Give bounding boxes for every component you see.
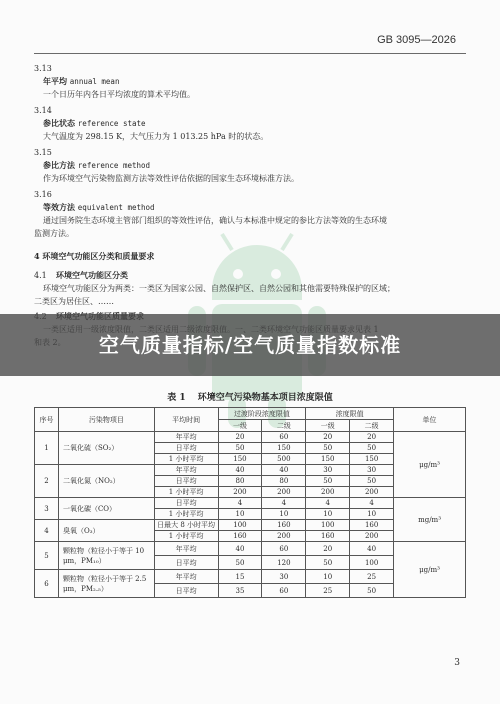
cell-pollutant: 臭氧（O₃） bbox=[58, 520, 154, 542]
cell-no: 5 bbox=[35, 542, 59, 570]
cell-limit-value: 150 bbox=[306, 454, 350, 465]
cell-limit-value: 4 bbox=[218, 498, 262, 509]
term-description: 一个日历年内各日平均浓度的算术平均值。 bbox=[43, 90, 195, 99]
cell-limit-value: 30 bbox=[262, 570, 306, 584]
cell-limit-value: 50 bbox=[350, 476, 394, 487]
section-number: 4.1 bbox=[34, 271, 47, 280]
term-number: 3.15 bbox=[34, 148, 52, 157]
cell-pollutant: 二氧化氮（NO₂） bbox=[58, 465, 154, 498]
cell-avg-time: 日平均 bbox=[154, 476, 218, 487]
cell-avg-time: 年平均 bbox=[154, 542, 218, 556]
cell-limit-value: 20 bbox=[306, 432, 350, 443]
term-title-en: annual mean bbox=[69, 77, 120, 86]
document-body bbox=[34, 62, 466, 349]
cell-limit-value: 35 bbox=[218, 584, 262, 598]
term-number: 3.16 bbox=[34, 190, 52, 199]
definition-3-15 bbox=[34, 146, 466, 185]
cell-limit-value: 200 bbox=[262, 531, 306, 542]
cell-avg-time: 1 小时平均 bbox=[154, 487, 218, 498]
table-caption bbox=[0, 390, 500, 403]
header-pollutant: 污染物项目 bbox=[58, 408, 154, 432]
section-4-1-text-cont: 二类区为居住区、…… bbox=[34, 297, 114, 306]
pollutant-limits-table bbox=[34, 407, 466, 598]
cell-limit-value: 160 bbox=[218, 531, 262, 542]
cell-limit-value: 120 bbox=[262, 556, 306, 570]
banner-title: 空气质量指标/空气质量指数标准 bbox=[98, 333, 402, 357]
definition-list bbox=[34, 62, 466, 240]
definition-3-13 bbox=[34, 62, 466, 101]
cell-no: 1 bbox=[35, 432, 59, 465]
cell-limit-value: 25 bbox=[306, 584, 350, 598]
cell-limit-value: 100 bbox=[218, 520, 262, 531]
cell-limit-value: 50 bbox=[306, 443, 350, 454]
term-description: 大气温度为 298.15 K，大气压力为 1 013.25 hPa 时的状态。 bbox=[43, 132, 269, 141]
cell-limit-value: 80 bbox=[262, 476, 306, 487]
cell-limit-value: 4 bbox=[262, 498, 306, 509]
cell-limit-value: 50 bbox=[350, 443, 394, 454]
cell-limit-value: 100 bbox=[306, 520, 350, 531]
cell-pollutant: 颗粒物（粒径小于等于 10 μm，PM₁₀） bbox=[58, 542, 154, 570]
cell-limit-value: 10 bbox=[350, 509, 394, 520]
cell-no: 6 bbox=[35, 570, 59, 598]
cell-limit-value: 160 bbox=[306, 531, 350, 542]
cell-avg-time: 1 小时平均 bbox=[154, 531, 218, 542]
cell-limit-value: 200 bbox=[218, 487, 262, 498]
cell-limit-value: 160 bbox=[262, 520, 306, 531]
section-title: 环境空气功能区分类 bbox=[56, 270, 128, 280]
table-caption-title: 环境空气污染物基本项目浓度限值 bbox=[197, 393, 333, 403]
standard-code: GB 3095—2026 bbox=[377, 34, 456, 46]
cell-limit-value: 4 bbox=[350, 498, 394, 509]
header-unit: 单位 bbox=[394, 408, 466, 432]
cell-limit-value: 40 bbox=[262, 465, 306, 476]
section-4-1-heading bbox=[34, 269, 466, 282]
term-title bbox=[43, 201, 466, 214]
cell-limit-value: 10 bbox=[306, 570, 350, 584]
table-caption-number: 表 1 bbox=[167, 393, 186, 403]
cell-limit-value: 30 bbox=[350, 465, 394, 476]
term-title-en: equivalent method bbox=[77, 203, 155, 212]
cell-no: 4 bbox=[35, 520, 59, 542]
term-title-cn: 等效方法 bbox=[43, 202, 75, 212]
cell-limit-value: 60 bbox=[262, 542, 306, 556]
term-title-cn: 年平均 bbox=[43, 76, 67, 86]
table-row bbox=[35, 542, 466, 556]
cell-limit-value: 500 bbox=[262, 454, 306, 465]
cell-limit-value: 15 bbox=[218, 570, 262, 584]
term-description-cont: 监测方法。 bbox=[34, 229, 74, 238]
cell-limit-value: 25 bbox=[350, 570, 394, 584]
cell-limit-value: 50 bbox=[350, 584, 394, 598]
term-title-en: reference state bbox=[77, 119, 146, 128]
cell-avg-time: 日平均 bbox=[154, 443, 218, 454]
cell-limit-value: 50 bbox=[218, 443, 262, 454]
cell-avg-time: 日最大 8 小时平均 bbox=[154, 520, 218, 531]
cell-limit-value: 30 bbox=[306, 465, 350, 476]
cell-unit: mg/m³ bbox=[394, 498, 466, 542]
cell-limit-value: 10 bbox=[218, 509, 262, 520]
title-banner bbox=[0, 314, 500, 376]
cell-unit: μg/m³ bbox=[394, 432, 466, 498]
term-description: 通过国务院生态环境主管部门组织的等效性评估，确认与本标准中规定的参比方法等效的生态环境 bbox=[43, 216, 387, 225]
header-transition: 过渡阶段浓度限值 bbox=[218, 408, 306, 420]
cell-limit-value: 80 bbox=[218, 476, 262, 487]
cell-avg-time: 1 小时平均 bbox=[154, 509, 218, 520]
cell-limit-value: 20 bbox=[350, 432, 394, 443]
cell-avg-time: 日平均 bbox=[154, 584, 218, 598]
cell-pollutant: 颗粒物（粒径小于等于 2.5 μm，PM₂.₅） bbox=[58, 570, 154, 598]
cell-avg-time: 年平均 bbox=[154, 465, 218, 476]
header-level-2: 二级 bbox=[262, 420, 306, 432]
cell-unit: μg/m³ bbox=[394, 542, 466, 598]
cell-pollutant: 二氧化硫（SO₂） bbox=[58, 432, 154, 465]
cell-limit-value: 150 bbox=[218, 454, 262, 465]
cell-avg-time: 日平均 bbox=[154, 556, 218, 570]
cell-pollutant: 一氧化碳（CO） bbox=[58, 498, 154, 520]
section-4-heading: 4 环境空气功能区分类和质量要求 bbox=[34, 251, 155, 261]
cell-limit-value: 60 bbox=[262, 584, 306, 598]
cell-limit-value: 160 bbox=[350, 520, 394, 531]
cell-avg-time: 日平均 bbox=[154, 498, 218, 509]
cell-limit-value: 200 bbox=[350, 531, 394, 542]
table-header-row bbox=[35, 408, 466, 420]
cell-limit-value: 50 bbox=[306, 556, 350, 570]
header-concentration: 浓度限值 bbox=[306, 408, 394, 420]
table-row bbox=[35, 432, 466, 443]
cell-limit-value: 150 bbox=[262, 443, 306, 454]
term-title bbox=[43, 159, 466, 172]
term-title-en: reference method bbox=[77, 161, 151, 170]
table-row bbox=[35, 498, 466, 509]
cell-limit-value: 40 bbox=[218, 542, 262, 556]
cell-limit-value: 40 bbox=[218, 465, 262, 476]
term-title bbox=[43, 117, 466, 130]
section-4-1-text: 环境空气功能区分为两类：一类区为国家公园、自然保护区、自然公园和其他需要特殊保护的区域； bbox=[43, 284, 395, 293]
cell-limit-value: 10 bbox=[262, 509, 306, 520]
header-avg-time: 平均时间 bbox=[154, 408, 218, 432]
definition-3-16 bbox=[34, 188, 466, 240]
header-no: 序号 bbox=[35, 408, 59, 432]
term-description: 作为环境空气污染物监测方法等效性评估依据的国家生态环境标准方法。 bbox=[43, 174, 299, 183]
header-level-2: 二级 bbox=[350, 420, 394, 432]
cell-limit-value: 150 bbox=[350, 454, 394, 465]
cell-limit-value: 40 bbox=[350, 542, 394, 556]
term-number: 3.14 bbox=[34, 106, 52, 115]
header-level-1: 一级 bbox=[306, 420, 350, 432]
cell-limit-value: 200 bbox=[262, 487, 306, 498]
cell-limit-value: 50 bbox=[218, 556, 262, 570]
cell-avg-time: 年平均 bbox=[154, 570, 218, 584]
cell-no: 3 bbox=[35, 498, 59, 520]
cell-avg-time: 1 小时平均 bbox=[154, 454, 218, 465]
cell-avg-time: 年平均 bbox=[154, 432, 218, 443]
page-number: 3 bbox=[454, 658, 460, 668]
cell-no: 2 bbox=[35, 465, 59, 498]
definition-3-14 bbox=[34, 104, 466, 143]
cell-limit-value: 10 bbox=[306, 509, 350, 520]
term-title-cn: 参比方法 bbox=[43, 160, 75, 170]
cell-limit-value: 20 bbox=[218, 432, 262, 443]
cell-limit-value: 200 bbox=[306, 487, 350, 498]
cell-limit-value: 20 bbox=[306, 542, 350, 556]
cell-limit-value: 200 bbox=[350, 487, 394, 498]
cell-limit-value: 4 bbox=[306, 498, 350, 509]
header-level-1: 一级 bbox=[218, 420, 262, 432]
term-title bbox=[43, 75, 466, 88]
term-number: 3.13 bbox=[34, 64, 52, 73]
cell-limit-value: 60 bbox=[262, 432, 306, 443]
term-title-cn: 参比状态 bbox=[43, 118, 75, 128]
cell-limit-value: 50 bbox=[306, 476, 350, 487]
header-rule bbox=[34, 53, 466, 54]
cell-limit-value: 100 bbox=[350, 556, 394, 570]
